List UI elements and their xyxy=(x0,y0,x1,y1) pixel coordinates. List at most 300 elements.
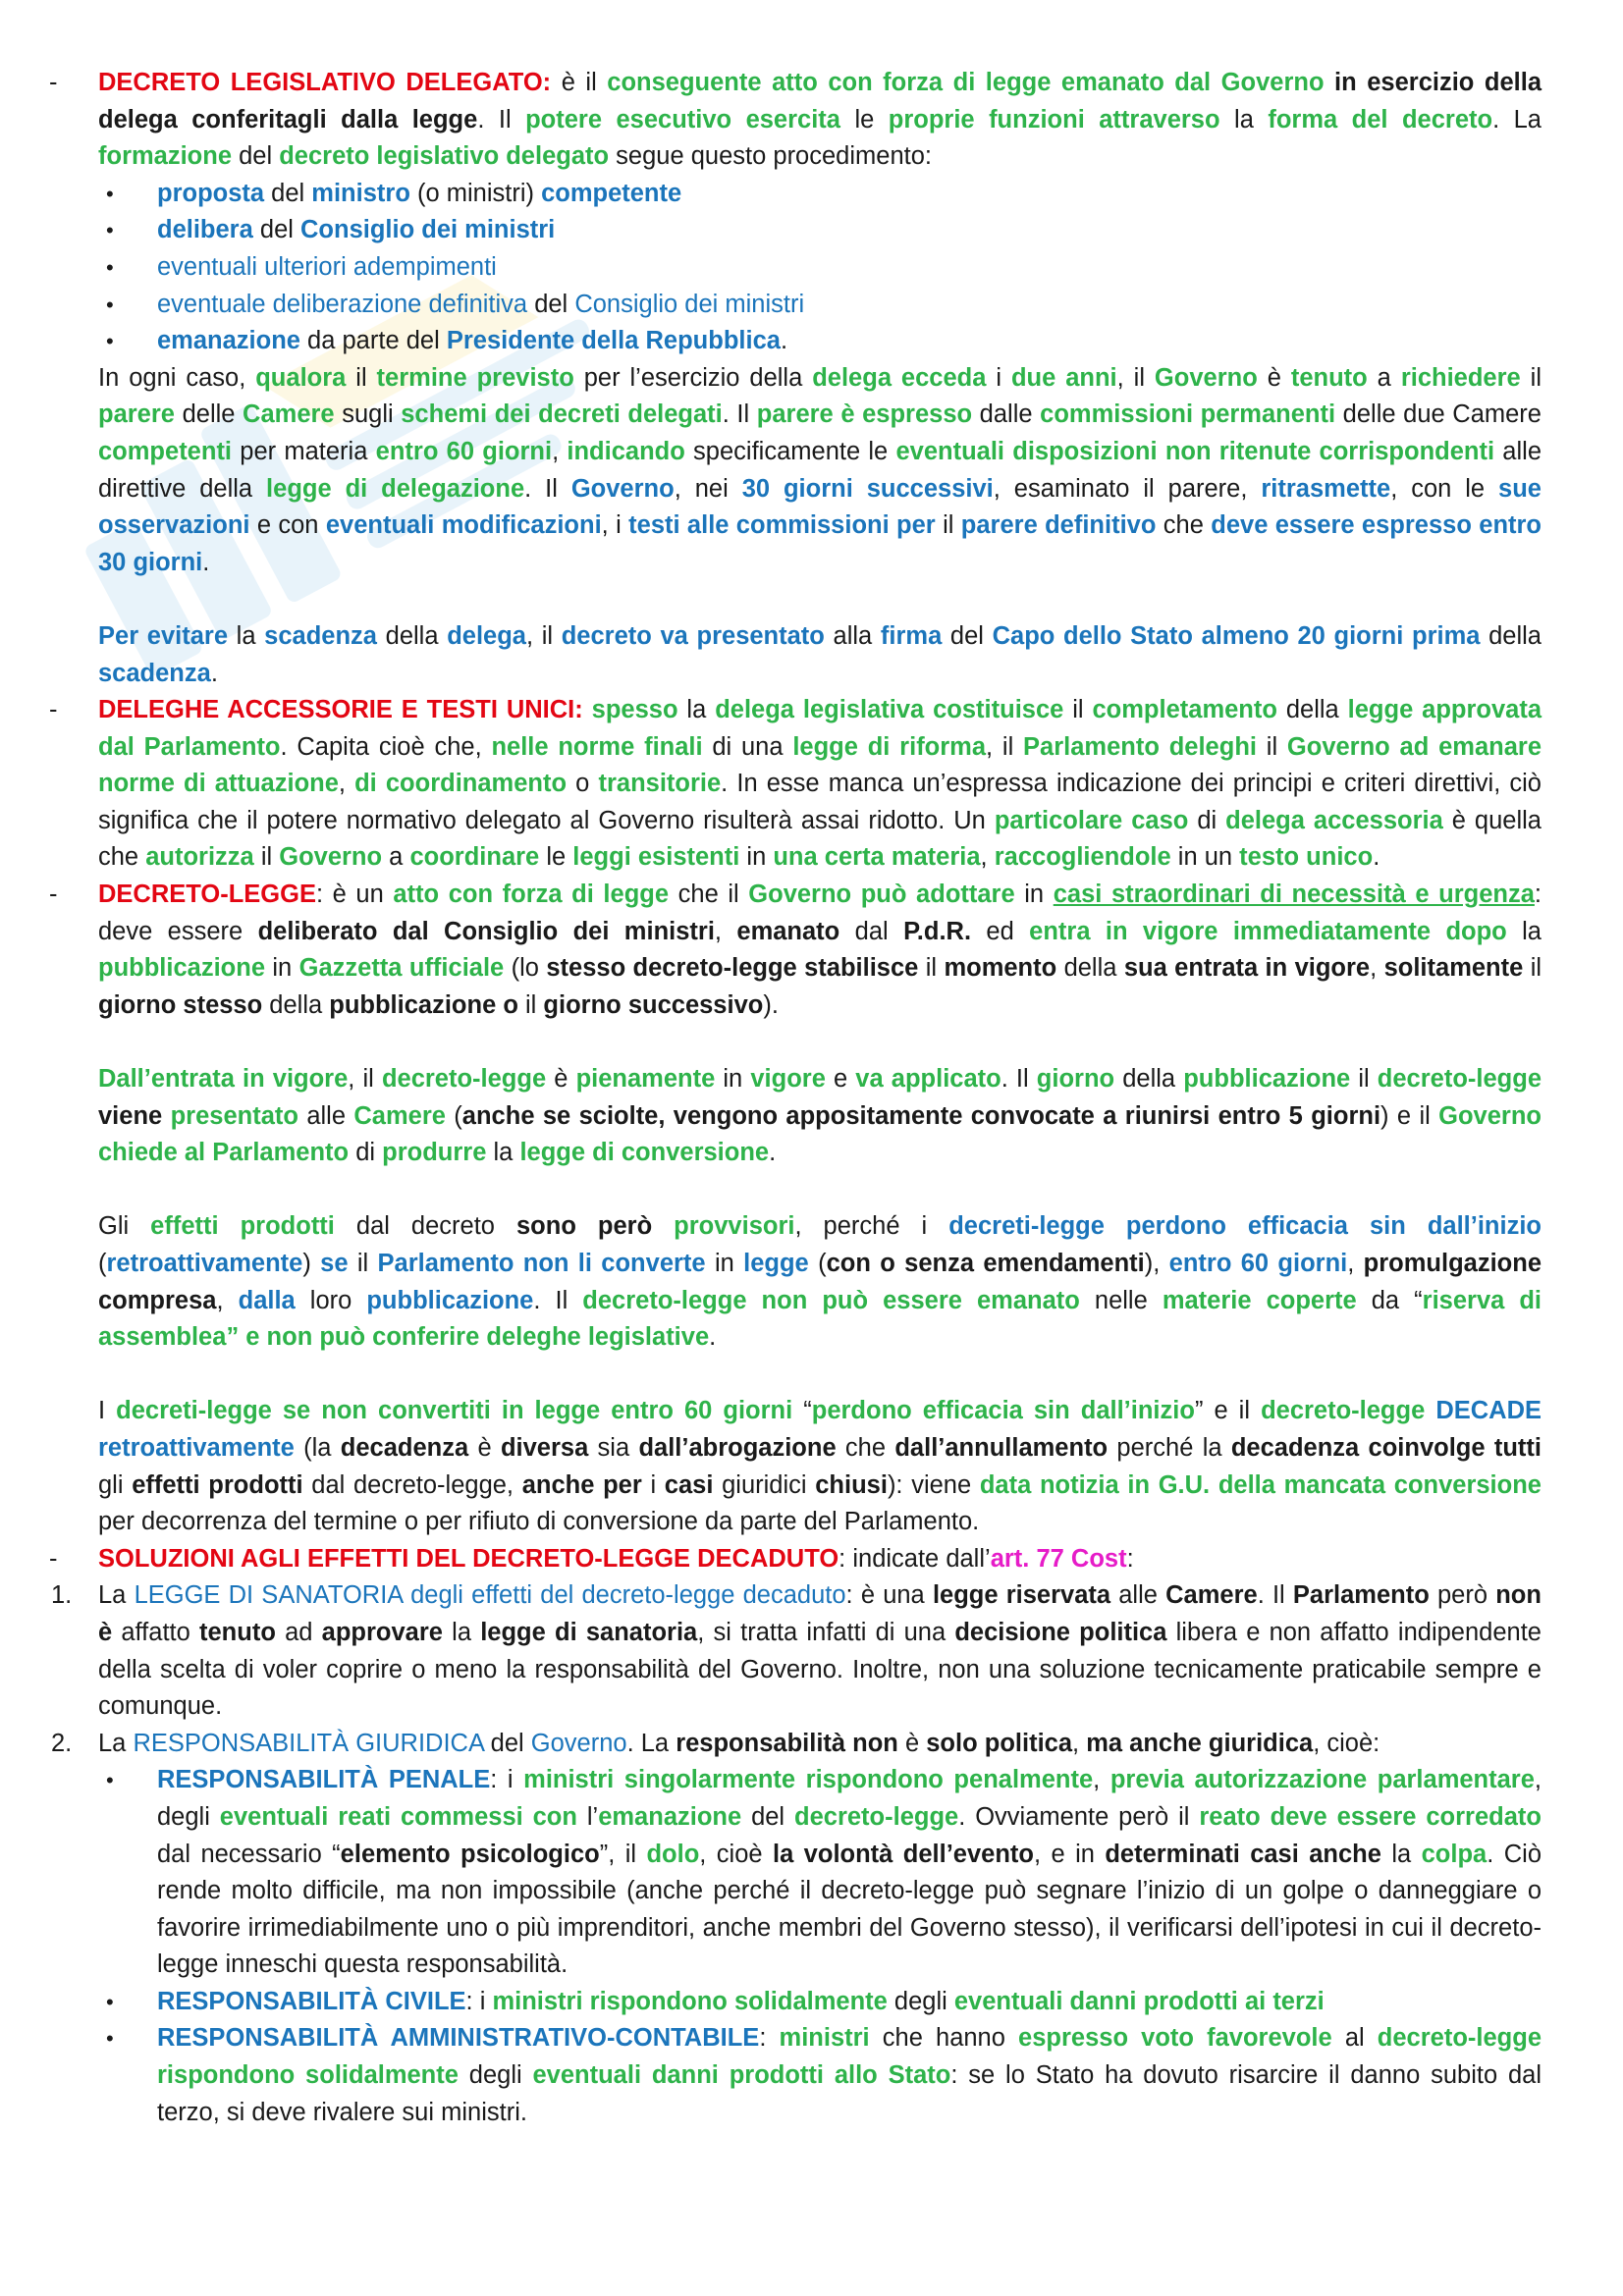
dash-bullet: - xyxy=(49,881,58,909)
text: coordinare xyxy=(409,843,540,872)
bullet-dot-icon: • xyxy=(106,218,114,243)
text: dal xyxy=(839,917,904,945)
text: ed xyxy=(971,917,1030,945)
text: richiedere xyxy=(1400,363,1521,392)
text: in xyxy=(265,954,299,983)
text: Consiglio dei ministri xyxy=(300,216,556,244)
text: : indicate dall’ xyxy=(839,1544,991,1573)
spacer xyxy=(98,1024,1542,1061)
bullet-dot-icon: • xyxy=(106,181,114,206)
text: non è xyxy=(98,1581,1542,1646)
text: eventuali danni prodotti ai terzi xyxy=(953,1987,1325,2015)
text: in xyxy=(1014,881,1054,909)
text: delega legislativa costituisce xyxy=(715,696,1064,724)
text: (la xyxy=(294,1433,341,1462)
text: è il xyxy=(551,69,608,96)
text: libera e non affatto indipendente della scelta di voler coprire o meno la responsabilità del Governo. Inoltre, non una soluzione tecnicamente praticabile sempre e comunque. xyxy=(98,1618,1542,1721)
text: , cioè xyxy=(699,1840,773,1868)
text: delle xyxy=(174,400,243,429)
text: retroattivamente xyxy=(98,1433,295,1462)
text: scadenza xyxy=(264,621,377,650)
text: : deve essere xyxy=(98,881,1542,945)
list-item xyxy=(98,287,1542,324)
text: , cioè: xyxy=(1313,1729,1380,1757)
text: LEGGE DI SANATORIA degli effetti del decreto-legge decaduto xyxy=(134,1581,846,1610)
text: parere è espresso xyxy=(756,400,973,429)
text: decreto-legge non può essere emanato xyxy=(582,1286,1080,1314)
text: competenti xyxy=(98,437,233,465)
text: delle due Camere xyxy=(1335,400,1542,429)
text: delega xyxy=(447,621,526,650)
paragraph xyxy=(98,1393,1542,1540)
text: ministri xyxy=(779,2024,870,2053)
text: ” e il xyxy=(1194,1397,1262,1425)
text: conseguente atto con forza di legge emanato dal Governo xyxy=(607,69,1325,96)
text: responsabilità non xyxy=(676,1729,898,1757)
text: 30 giorni successivi xyxy=(741,474,994,503)
text: tenuto xyxy=(1290,363,1368,392)
text: decreto va presentato xyxy=(561,621,825,650)
text: . xyxy=(202,548,210,576)
text: , xyxy=(338,770,355,798)
text: vigore xyxy=(750,1065,826,1094)
text: qualora xyxy=(255,363,347,392)
text: perdono efficacia sin dall’inizio xyxy=(811,1397,1195,1425)
text: : xyxy=(759,2024,780,2053)
text: pubblicazione xyxy=(1183,1065,1351,1094)
text: legge di sanatoria xyxy=(480,1618,698,1646)
text: . xyxy=(210,659,218,687)
text: (o ministri) xyxy=(409,179,542,207)
text: la xyxy=(677,696,716,724)
text: . xyxy=(769,1139,777,1167)
text: che il xyxy=(669,881,749,909)
bullet-dot-icon: • xyxy=(106,292,114,317)
text: Capo dello Stato almeno 20 giorni prima xyxy=(992,621,1481,650)
text: decreto-legge rispondono solidalmente xyxy=(157,2024,1542,2090)
text: delega accessoria xyxy=(1225,806,1443,834)
text: sia xyxy=(588,1433,639,1462)
text: decreto-legge xyxy=(1261,1397,1426,1425)
text: decadenza coinvolge tutti xyxy=(1230,1433,1542,1462)
text: . xyxy=(1373,843,1380,872)
text: della xyxy=(1480,621,1542,650)
text: decisione politica xyxy=(954,1618,1167,1646)
text: retroattivamente xyxy=(106,1250,303,1277)
text: . La xyxy=(1492,105,1542,133)
text: La xyxy=(98,1581,135,1610)
list-item xyxy=(98,212,1542,249)
text: , xyxy=(1093,1766,1110,1794)
text: decreti-legge perdono efficacia sin dall’inizio xyxy=(948,1212,1542,1241)
text: spesso xyxy=(582,696,678,724)
text: testi alle commissioni per xyxy=(628,511,936,540)
text: perché la xyxy=(1108,1433,1231,1462)
list-item xyxy=(98,1984,1542,2021)
text: in esercizio della delega conferitagli dalla legge xyxy=(98,69,1542,133)
bullet-dot-icon: • xyxy=(106,1768,114,1793)
text: che xyxy=(836,1433,895,1462)
text: viene xyxy=(98,1101,171,1130)
text: reato deve essere corredato xyxy=(1199,1802,1542,1831)
text: . Il xyxy=(1257,1581,1293,1610)
text: la xyxy=(1506,917,1542,945)
text: di xyxy=(1188,806,1226,834)
text: al xyxy=(1331,2024,1378,2053)
text: sua entrata in vigore xyxy=(1123,954,1371,983)
text: parere xyxy=(98,400,175,429)
text: entra in vigore immediatamente dopo xyxy=(1029,917,1507,945)
text: : è una xyxy=(845,1581,933,1610)
text: Parlamento xyxy=(1292,1581,1430,1610)
text: decreto-legge xyxy=(1377,1065,1542,1094)
text: termine previsto xyxy=(376,363,574,392)
text: , xyxy=(1370,954,1384,983)
text: due anni xyxy=(1010,363,1117,392)
bullet-dot-icon: • xyxy=(106,2026,114,2052)
text: , xyxy=(216,1286,239,1314)
text: i xyxy=(986,363,1011,392)
numbered-item xyxy=(51,1577,1542,1725)
text: la xyxy=(228,621,265,650)
text: . In esse manca un’espressa indicazione dei principi e criteri direttivi, ciò significa che il potere normativo delegato al Governo risulterà assai ridotto. Un xyxy=(98,770,1542,834)
text: Dall’entrata in vigore xyxy=(98,1065,349,1094)
text: alle xyxy=(1110,1581,1166,1610)
text: “ xyxy=(792,1397,812,1425)
text: pubblicazione o xyxy=(329,990,518,1019)
text: eventuale deliberazione definitiva xyxy=(157,290,528,318)
text: di xyxy=(349,1139,383,1167)
text: : xyxy=(1126,1544,1134,1573)
text: anche per xyxy=(521,1470,642,1499)
text: affatto xyxy=(112,1618,199,1646)
text: , il xyxy=(986,732,1024,761)
text: chiusi xyxy=(815,1470,888,1499)
text: solo politica xyxy=(926,1729,1073,1757)
text: : i xyxy=(490,1766,524,1794)
text: però xyxy=(1429,1581,1496,1610)
text: il xyxy=(517,990,544,1019)
text: , si tratta infatti di una xyxy=(697,1618,955,1646)
text: ) e il xyxy=(1380,1101,1439,1130)
text: dall’annullamento xyxy=(894,1433,1109,1462)
text: in xyxy=(715,1065,751,1094)
text: Governo xyxy=(530,1729,627,1757)
text: la xyxy=(1380,1840,1422,1868)
text: giorno xyxy=(1036,1065,1115,1094)
text: RESPONSABILITÀ GIURIDICA xyxy=(133,1729,484,1757)
text: ( xyxy=(445,1101,462,1130)
paragraph xyxy=(98,360,1542,582)
bullet-dot-icon: • xyxy=(106,1989,114,2014)
bullet-dot-icon: • xyxy=(106,254,114,280)
text: in xyxy=(739,843,774,872)
list-item xyxy=(98,249,1542,287)
text: . Capita cioè che, xyxy=(280,732,492,761)
text: la xyxy=(1219,105,1269,133)
text: autorizza xyxy=(145,843,254,872)
text: , nei xyxy=(674,474,742,503)
text: il xyxy=(918,954,945,983)
text: della xyxy=(1114,1065,1184,1094)
text: emanato xyxy=(736,917,840,945)
text: o xyxy=(567,770,599,798)
text: decreto legislativo delegato xyxy=(279,142,610,171)
text: Governo xyxy=(570,474,675,503)
text: previa autorizzazione parlamentare xyxy=(1109,1766,1535,1794)
text: completamento xyxy=(1092,696,1277,724)
text: a xyxy=(1367,363,1401,392)
text: data notizia in G.U. della mancata conversione xyxy=(979,1470,1542,1499)
item-number: 2. xyxy=(51,1729,73,1757)
text: pubblicazione xyxy=(98,954,266,983)
text: della xyxy=(376,621,448,650)
text: del xyxy=(483,1729,531,1757)
text: . Il xyxy=(524,474,571,503)
text: , degli xyxy=(157,1766,1542,1831)
text: con o senza emendamenti xyxy=(826,1250,1145,1277)
text: Governo può adottare xyxy=(748,881,1015,909)
text: se xyxy=(320,1250,349,1277)
text: Governo xyxy=(1154,363,1258,392)
text: indicando xyxy=(567,437,685,465)
text: segue questo procedimento: xyxy=(609,142,932,171)
text: , con le xyxy=(1390,474,1499,503)
text: proposta xyxy=(157,179,265,207)
text: elemento psicologico xyxy=(340,1840,600,1868)
text: presentato xyxy=(170,1101,298,1130)
text: ), xyxy=(1144,1250,1169,1277)
text: ad xyxy=(275,1618,322,1646)
text: promulgazione compresa xyxy=(98,1250,1542,1314)
text: legge xyxy=(743,1250,809,1277)
document-body xyxy=(49,65,1542,2131)
text: eventuali ulteriori adempimenti xyxy=(157,252,497,281)
text: approvare xyxy=(321,1618,443,1646)
text: di coordinamento xyxy=(354,770,568,798)
text: il xyxy=(1523,954,1542,983)
spacer xyxy=(98,581,1542,618)
text: dolo xyxy=(646,1840,700,1868)
text: deve essere espresso entro 30 giorni xyxy=(98,511,1542,576)
text: DECADE xyxy=(1425,1397,1542,1425)
text: in un xyxy=(1170,843,1240,872)
text: testo unico xyxy=(1239,843,1374,872)
text: ”, il xyxy=(599,1840,647,1868)
text: , e in xyxy=(1033,1840,1106,1868)
text: eventuali modificazioni xyxy=(325,511,602,540)
text: Camere xyxy=(243,400,335,429)
text: specificamente le xyxy=(684,437,896,465)
text: , il xyxy=(525,621,562,650)
text: Parlamento non li converte xyxy=(377,1250,706,1277)
text xyxy=(652,1212,674,1240)
text: I xyxy=(98,1397,117,1425)
dash-bullet: - xyxy=(49,69,58,96)
text: è quella che xyxy=(98,806,1542,872)
text: colpa xyxy=(1421,1840,1488,1868)
text: del xyxy=(942,621,993,650)
text: . Ovviamente però il xyxy=(958,1802,1200,1831)
text: il xyxy=(1520,363,1542,392)
text: scadenza xyxy=(98,659,211,687)
text: da parte del xyxy=(299,327,447,355)
text: proprie funzioni attraverso xyxy=(888,105,1220,133)
text: giorno successivo xyxy=(543,990,764,1019)
text: . xyxy=(709,1323,717,1352)
item-number: 1. xyxy=(51,1581,73,1610)
text: , perché i xyxy=(794,1212,949,1241)
text: sugli xyxy=(334,400,402,429)
text: è xyxy=(1257,363,1291,392)
text: ritrasmette xyxy=(1261,474,1391,503)
text: ” e non può conferire deleghe legislative xyxy=(226,1323,710,1352)
text: dall’abrogazione xyxy=(638,1433,837,1462)
numbered-item xyxy=(51,1726,1542,1763)
text: del xyxy=(232,142,280,171)
text: , il xyxy=(1116,363,1155,392)
section-decreto-legislativo-delegato xyxy=(49,65,1542,176)
text: In ogni caso, xyxy=(98,363,256,392)
text: della xyxy=(1276,696,1348,724)
text: legge riservata xyxy=(932,1581,1111,1610)
text: casi straordinari di necessità e urgenza xyxy=(1053,881,1535,909)
text: delibera xyxy=(157,216,253,244)
text: nelle norme finali xyxy=(491,732,703,761)
text: anche se sciolte, vengono appositamente convocate a riunirsi entro 5 giorni xyxy=(461,1101,1381,1130)
text: , xyxy=(552,437,568,465)
text: delega ecceda xyxy=(812,363,987,392)
text: Presidente della Repubblica xyxy=(446,327,781,355)
text: emanazione xyxy=(157,327,300,355)
text: stesso decreto-legge stabilisce xyxy=(546,954,919,983)
list-item xyxy=(98,1762,1542,1984)
text: Governo chiede al Parlamento xyxy=(98,1101,1542,1167)
text: : se lo Stato ha dovuto risarcire il danno subito dal terzo, si deve rivalere sui ministri. xyxy=(157,2061,1542,2126)
text: RESPONSABILITÀ PENALE xyxy=(157,1766,491,1794)
section-heading: SOLUZIONI AGLI EFFETTI DEL DECRETO-LEGGE DECADUTO xyxy=(98,1544,839,1573)
text: alle direttive della xyxy=(98,437,1542,503)
paragraph xyxy=(98,618,1542,692)
text: il xyxy=(1256,732,1287,761)
text: ministro xyxy=(311,179,410,207)
text: pienamente xyxy=(575,1065,716,1094)
text: RESPONSABILITÀ AMMINISTRATIVO-CONTABILE xyxy=(157,2024,760,2053)
text: per l’esercizio della xyxy=(573,363,813,392)
text: i xyxy=(641,1470,665,1499)
text: potere esecutivo esercita xyxy=(525,105,840,133)
text: diversa xyxy=(500,1433,589,1462)
text: transitorie xyxy=(598,770,722,798)
text: art. 77 Cost xyxy=(990,1544,1127,1573)
text: legge di conversione xyxy=(519,1139,770,1167)
section-decreto-legge xyxy=(49,877,1542,1024)
text: : è un xyxy=(315,881,394,909)
section-soluzioni xyxy=(49,1541,1542,1578)
text: le xyxy=(839,105,889,133)
text: Per evitare xyxy=(98,621,228,650)
text: del xyxy=(527,290,575,318)
spacer xyxy=(98,1172,1542,1209)
text: la xyxy=(486,1139,520,1167)
text: ). xyxy=(763,990,779,1019)
text: è xyxy=(468,1433,501,1462)
text: il xyxy=(935,511,961,540)
text: Governo xyxy=(279,843,383,872)
text: di una xyxy=(702,732,793,761)
text: decadenza xyxy=(340,1433,469,1462)
text: . Il xyxy=(477,105,526,133)
text: , esaminato il parere, xyxy=(993,474,1262,503)
text: sue osservazioni xyxy=(98,474,1542,540)
text: loro xyxy=(295,1286,367,1314)
text: determinati casi anche xyxy=(1105,1840,1381,1868)
text: solitamente xyxy=(1383,954,1524,983)
text: la xyxy=(442,1618,481,1646)
text: materie coperte xyxy=(1162,1286,1357,1314)
text: dal necessario “ xyxy=(157,1840,341,1868)
text: particolare caso xyxy=(994,806,1189,834)
text: provvisori xyxy=(674,1212,795,1241)
text: dalle xyxy=(972,400,1041,429)
text: commissioni permanenti xyxy=(1040,400,1336,429)
text: espresso voto favorevole xyxy=(1018,2024,1332,2053)
text: è xyxy=(546,1065,576,1094)
text: alla xyxy=(824,621,881,650)
text: va applicato xyxy=(855,1065,1001,1094)
section-deleghe-accessorie xyxy=(49,692,1542,877)
section-heading: DECRETO LEGISLATIVO DELEGATO: xyxy=(98,69,552,96)
text: il xyxy=(1350,1065,1378,1094)
text: , xyxy=(980,843,995,872)
text: RESPONSABILITÀ CIVILE xyxy=(157,1987,466,2015)
text: legge approvata dal Parlamento xyxy=(98,696,1542,761)
text: . xyxy=(780,327,788,355)
text: che xyxy=(1156,511,1212,540)
list-item xyxy=(98,2020,1542,2131)
text: degli xyxy=(458,2061,533,2090)
text: in xyxy=(705,1250,744,1277)
text: sono però xyxy=(515,1212,653,1241)
text: gli xyxy=(98,1470,133,1499)
dash-bullet: - xyxy=(49,1544,58,1573)
text: produrre xyxy=(382,1139,487,1167)
text: . Ciò rende molto difficile, ma non impossibile (anche perché il decreto-legge può segnare l’inizio di un golpe o danneggiare o favorire irrimediabilmente uno o più imprenditori, anche membri del Governo stesso), il verificarsi dell’ipotesi in cui il decreto-legge inneschi questa responsabilità. xyxy=(157,1840,1542,1979)
text: La xyxy=(98,1729,134,1757)
text: alle xyxy=(298,1101,354,1130)
text: il xyxy=(346,363,377,392)
text: entro 60 giorni xyxy=(375,437,553,465)
text: riserva di assemblea xyxy=(98,1286,1542,1352)
text: dalla xyxy=(238,1286,296,1314)
text: ministri rispondono solidalmente xyxy=(492,1987,888,2015)
text: per decorrenza del termine o per rifiuto di conversione da parte del Parlamento. xyxy=(98,1508,980,1536)
text: Consiglio dei ministri xyxy=(574,290,805,318)
text: eventuali reati commessi con xyxy=(219,1802,577,1831)
text: , il xyxy=(348,1065,382,1094)
text: e xyxy=(825,1065,856,1094)
text: firma xyxy=(880,621,943,650)
text: e con xyxy=(249,511,326,540)
text: della xyxy=(1056,954,1124,983)
spacer xyxy=(98,1357,1542,1394)
section-heading: DECRETO-LEGGE xyxy=(98,881,316,909)
text: che hanno xyxy=(869,2024,1019,2053)
text: Camere xyxy=(1165,1581,1258,1610)
paragraph xyxy=(98,1208,1542,1356)
text: a xyxy=(382,843,410,872)
text: del xyxy=(264,179,312,207)
